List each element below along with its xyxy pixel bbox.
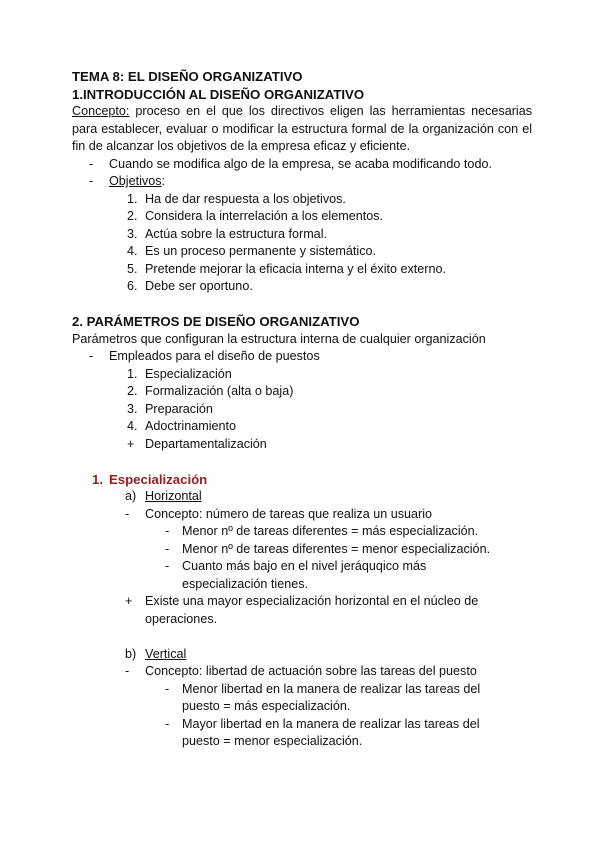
item-number: 2. bbox=[127, 209, 138, 223]
list-item bbox=[72, 366, 532, 384]
list-item bbox=[72, 208, 532, 226]
item-marker: + bbox=[127, 436, 135, 451]
horizontal-label: Horizontal bbox=[145, 489, 202, 503]
vertical-subitem-line: puesto = menor especialización. bbox=[182, 734, 363, 748]
horizontal-subitem: Menor nº de tareas diferentes = más especialización. bbox=[182, 524, 479, 538]
parameter-text: Adoctrinamiento bbox=[145, 419, 237, 433]
horizontal-subitem-line: Cuanto más bajo en el nivel jeráquqico más bbox=[182, 559, 427, 573]
list-item bbox=[72, 593, 532, 628]
bullet-marker: - bbox=[89, 156, 94, 171]
list-item bbox=[72, 436, 532, 454]
item-number: 3. bbox=[127, 226, 138, 241]
parameter-text: Departamentalización bbox=[145, 436, 267, 451]
list-item bbox=[72, 156, 532, 174]
list-item bbox=[72, 383, 532, 401]
item-number: 3. bbox=[127, 401, 138, 416]
list-item bbox=[72, 716, 532, 751]
vertical-label: Vertical bbox=[145, 646, 187, 661]
list-item bbox=[72, 418, 532, 436]
item-number: 1. bbox=[127, 366, 138, 381]
parameter-text: Especialización bbox=[145, 366, 232, 381]
list-item bbox=[72, 278, 532, 296]
bullet-marker: - bbox=[165, 541, 170, 556]
spacer bbox=[72, 628, 532, 646]
horizontal-concept: Concepto: número de tareas que realiza un usuario bbox=[145, 506, 433, 521]
item-number: 4. bbox=[127, 419, 138, 433]
plus-marker: + bbox=[125, 594, 133, 608]
bullet-text: Cuando se modifica algo de la empresa, se acaba modificando todo. bbox=[109, 156, 492, 171]
list-item bbox=[72, 506, 532, 524]
spacer bbox=[72, 296, 532, 314]
item-letter: a) bbox=[125, 489, 137, 503]
concept-text: proceso en el que los directivos eligen las herramientas necesarias para establecer, evaluar o modificar la estructura formal de la organización con el fin de alcanzar los objetivos de la empresa eficaz y eficiente. bbox=[72, 104, 532, 153]
list-item bbox=[72, 348, 532, 366]
vertical-subitem-line: puesto = más especialización. bbox=[182, 699, 351, 713]
horizontal-note-line: operaciones. bbox=[145, 611, 218, 626]
bullet-marker: - bbox=[165, 559, 170, 573]
item-letter: b) bbox=[125, 646, 137, 661]
list-item bbox=[72, 191, 532, 209]
list-item bbox=[72, 663, 532, 681]
section1-heading: 1.INTRODUCCIÓN AL DISEÑO ORGANIZATIVO bbox=[72, 86, 365, 102]
item-number: 4. bbox=[127, 244, 138, 258]
objective-text: Ha de dar respuesta a los objetivos. bbox=[145, 191, 346, 206]
objectives-label: Objetivos bbox=[109, 174, 162, 188]
bullet-marker: - bbox=[125, 664, 130, 678]
horizontal-subitem: Menor nº de tareas diferentes = menor especialización. bbox=[182, 541, 491, 556]
objective-text: Es un proceso permanente y sistemático. bbox=[145, 244, 376, 258]
list-item bbox=[72, 261, 532, 279]
concept-label: Concepto: bbox=[72, 104, 130, 118]
vertical-subitem-line: Mayor libertad en la manera de realizar las tareas del bbox=[182, 716, 480, 731]
item-number: 6. bbox=[127, 279, 138, 293]
item-number: 2. bbox=[127, 384, 138, 398]
vertical-concept: Concepto: libertad de actuación sobre las tareas del puesto bbox=[145, 664, 477, 678]
subsection-title: Especialización bbox=[109, 471, 208, 487]
document-content bbox=[72, 68, 532, 751]
list-item bbox=[72, 646, 532, 664]
objective-text: Actúa sobre la estructura formal. bbox=[145, 226, 327, 241]
objective-text: Pretende mejorar la eficacia interna y el éxito externo. bbox=[145, 261, 447, 276]
objective-text: Considera la interrelación a los elementos. bbox=[145, 209, 384, 223]
bullet-marker: - bbox=[165, 681, 170, 696]
parameter-text: Preparación bbox=[145, 401, 213, 416]
list-item bbox=[72, 681, 532, 716]
subsection-number: 1. bbox=[92, 471, 103, 487]
list-item bbox=[72, 226, 532, 244]
list-item bbox=[72, 401, 532, 419]
objective-text: Debe ser oportuno. bbox=[145, 279, 253, 293]
bullet-text: Empleados para el diseño de puestos bbox=[109, 349, 320, 363]
section2-heading: 2. PARÁMETROS DE DISEÑO ORGANIZATIVO bbox=[72, 314, 360, 329]
list-item bbox=[72, 488, 532, 506]
parameter-text: Formalización (alta o baja) bbox=[145, 384, 294, 398]
section2-intro: Parámetros que configuran la estructura interna de cualquier organización bbox=[72, 331, 486, 346]
horizontal-note-line: Existe una mayor especialización horizontal en el núcleo de bbox=[145, 594, 479, 608]
section1-concept bbox=[72, 103, 532, 156]
objectives-colon: : bbox=[161, 174, 165, 188]
item-number: 1. bbox=[127, 191, 138, 206]
objectives-heading bbox=[109, 173, 532, 191]
item-number: 5. bbox=[127, 261, 138, 276]
bullet-marker: - bbox=[125, 506, 130, 521]
subsection-heading bbox=[72, 471, 532, 489]
horizontal-subitem-line: especialización tienes. bbox=[182, 576, 309, 591]
list-item bbox=[72, 173, 532, 191]
bullet-marker: - bbox=[89, 349, 94, 363]
list-item bbox=[72, 541, 532, 559]
document-title: TEMA 8: EL DISEÑO ORGANIZATIVO bbox=[72, 69, 303, 84]
bullet-marker: - bbox=[89, 174, 94, 188]
list-item bbox=[72, 558, 532, 593]
vertical-subitem-line: Menor libertad en la manera de realizar las tareas del bbox=[182, 681, 481, 696]
bullet-marker: - bbox=[165, 524, 170, 538]
list-item bbox=[72, 523, 532, 541]
spacer bbox=[72, 453, 532, 471]
list-item bbox=[72, 243, 532, 261]
bullet-marker: - bbox=[165, 716, 170, 731]
